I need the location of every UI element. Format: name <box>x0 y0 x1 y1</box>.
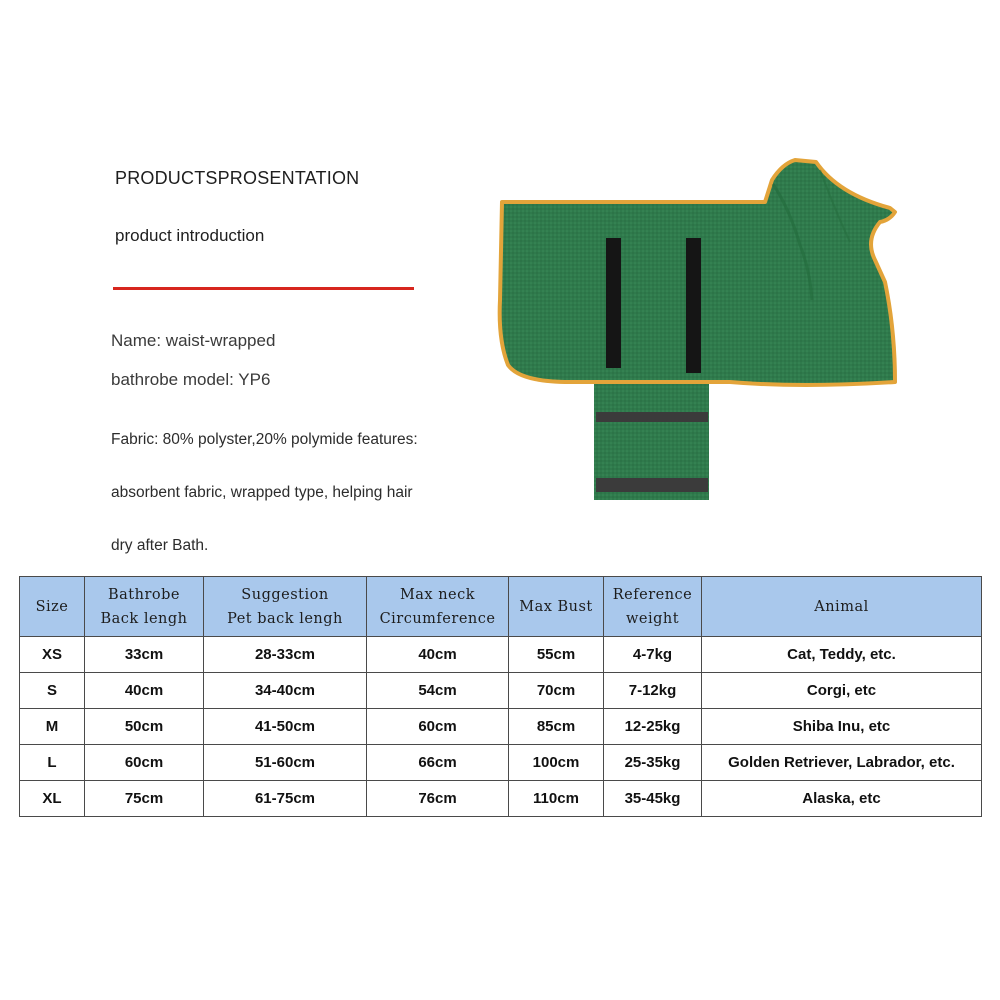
cell-weight: 35-45kg <box>604 781 702 817</box>
column-header-size: Size <box>20 577 85 637</box>
cell-neck: 54cm <box>367 673 509 709</box>
accent-divider <box>113 287 414 290</box>
cell-back-length: 33cm <box>85 637 204 673</box>
table-row <box>20 637 982 673</box>
cell-size: S <box>20 673 85 709</box>
cell-back-length: 75cm <box>85 781 204 817</box>
column-header-bust: Max Bust <box>509 577 604 637</box>
cell-neck: 76cm <box>367 781 509 817</box>
cell-suggestion: 41-50cm <box>204 709 367 745</box>
velcro-strap <box>686 238 701 373</box>
table-row <box>20 745 982 781</box>
cell-animal: Golden Retriever, Labrador, etc. <box>702 745 982 781</box>
cell-weight: 7-12kg <box>604 673 702 709</box>
cell-animal: Alaska, etc <box>702 781 982 817</box>
table-row <box>20 673 982 709</box>
cell-animal: Corgi, etc <box>702 673 982 709</box>
product-model-text: bathrobe model: YP6 <box>111 370 271 389</box>
column-header-neck: Max neck Circumference <box>367 577 509 637</box>
cell-weight: 4-7kg <box>604 637 702 673</box>
table-row <box>20 781 982 817</box>
size-chart-table <box>19 576 982 817</box>
cell-neck: 66cm <box>367 745 509 781</box>
features-text-2: dry after Bath. <box>111 537 209 554</box>
cell-neck: 40cm <box>367 637 509 673</box>
product-name-text: Name: waist-wrapped <box>111 331 276 350</box>
cell-size: L <box>20 745 85 781</box>
cell-back-length: 60cm <box>85 745 204 781</box>
column-header-suggestion: Suggestion Pet back lengh <box>204 577 367 637</box>
velcro-strap <box>606 238 621 368</box>
cell-weight: 25-35kg <box>604 745 702 781</box>
cell-size: M <box>20 709 85 745</box>
cell-bust: 55cm <box>509 637 604 673</box>
cell-size: XL <box>20 781 85 817</box>
table-row <box>20 709 982 745</box>
cell-neck: 60cm <box>367 709 509 745</box>
cell-suggestion: 51-60cm <box>204 745 367 781</box>
page-title: PRODUCTSPROSENTATION <box>115 168 360 188</box>
column-header-back-length: Bathrobe Back lengh <box>85 577 204 637</box>
cell-back-length: 50cm <box>85 709 204 745</box>
cell-animal: Cat, Teddy, etc. <box>702 637 982 673</box>
cell-bust: 70cm <box>509 673 604 709</box>
reflective-strip <box>596 412 708 422</box>
fabric-text: Fabric: 80% polyster,20% polymide features: <box>111 431 418 448</box>
features-text-1: absorbent fabric, wrapped type, helping hair <box>111 484 413 501</box>
dog-bathrobe-image <box>490 150 900 510</box>
reflective-strip <box>596 478 708 492</box>
cell-suggestion: 34-40cm <box>204 673 367 709</box>
column-header-weight: Reference weight <box>604 577 702 637</box>
cell-size: XS <box>20 637 85 673</box>
cell-animal: Shiba Inu, etc <box>702 709 982 745</box>
cell-bust: 110cm <box>509 781 604 817</box>
cell-suggestion: 61-75cm <box>204 781 367 817</box>
cell-back-length: 40cm <box>85 673 204 709</box>
table-header-row <box>20 577 982 637</box>
cell-weight: 12-25kg <box>604 709 702 745</box>
cell-bust: 85cm <box>509 709 604 745</box>
cell-suggestion: 28-33cm <box>204 637 367 673</box>
column-header-animal: Animal <box>702 577 982 637</box>
cell-bust: 100cm <box>509 745 604 781</box>
page-subtitle: product introduction <box>115 226 265 245</box>
